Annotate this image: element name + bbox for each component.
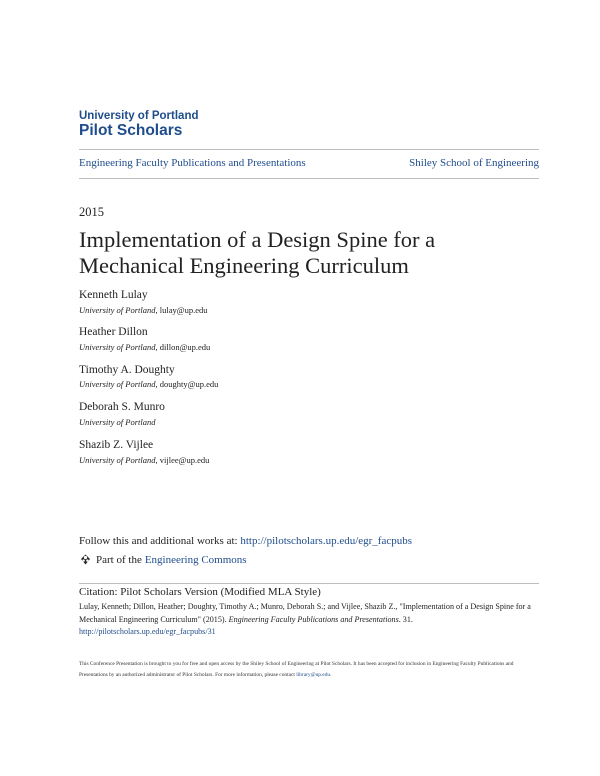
institution-name[interactable]: University of Portland <box>79 110 199 122</box>
author-affiliation: University of Portland, doughty@up.edu <box>79 379 219 389</box>
collection-url-link[interactable]: http://pilotscholars.up.edu/egr_facpubs <box>240 535 413 547</box>
school-link[interactable]: Shiley School of Engineering <box>409 157 539 169</box>
divider <box>79 149 539 150</box>
author-affiliation: University of Portland, vijlee@up.edu <box>79 455 210 465</box>
author-name: Shazib Z. Vijlee <box>79 439 154 451</box>
author-name: Kenneth Lulay <box>79 289 148 301</box>
collection-link[interactable]: Engineering Faculty Publications and Presentations <box>79 157 306 169</box>
follow-line: Follow this and additional works at: http://pilotscholars.up.edu/egr_facpubs <box>79 535 413 547</box>
citation-heading: Citation: Pilot Scholars Version (Modified MLA Style) <box>79 586 321 598</box>
part-of-line: Part of the Engineering Commons <box>79 553 247 566</box>
publication-year: 2015 <box>79 205 104 219</box>
author-affiliation: University of Portland, lulay@up.edu <box>79 305 208 315</box>
author-affiliation: University of Portland <box>79 417 156 427</box>
repository-name[interactable]: Pilot Scholars <box>79 122 183 139</box>
author-affiliation: University of Portland, dillon@up.edu <box>79 342 211 352</box>
contact-email-link[interactable]: library@up.edu <box>296 671 331 678</box>
citation-url-link[interactable]: http://pilotscholars.up.edu/egr_facpubs/31 <box>79 627 216 636</box>
network-icon <box>79 553 92 566</box>
divider <box>79 583 539 584</box>
author-name: Deborah S. Munro <box>79 401 165 413</box>
citation-text: Lulay, Kenneth; Dillon, Heather; Doughty, Timothy A.; Munro, Deborah S.; and Vijlee, Shazib Z., "Implementation of a Design Spine for a Mechanical Engineering Curriculum" (2015). Engineering Faculty Publications and Presentations. 31. http://pilotscholars.up.edu/egr_facpubs/31 <box>79 602 531 636</box>
engineering-commons-link[interactable]: Engineering Commons <box>144 553 247 566</box>
footer-note: This Conference Presentation is brought to you for free and open access by the Shiley School of Engineering at Pilot Scholars. It has been accepted for inclusion in Engineering Faculty Publications and Presentations by an authorized administrator of Pilot Scholars. For more information, please contact library@up.edu. <box>79 661 514 678</box>
author-name: Timothy A. Doughty <box>79 364 175 376</box>
author-name: Heather Dillon <box>79 326 148 338</box>
paper-title: Implementation of a Design Spine for a Mechanical Engineering Curriculum <box>79 227 436 278</box>
divider <box>79 178 539 179</box>
